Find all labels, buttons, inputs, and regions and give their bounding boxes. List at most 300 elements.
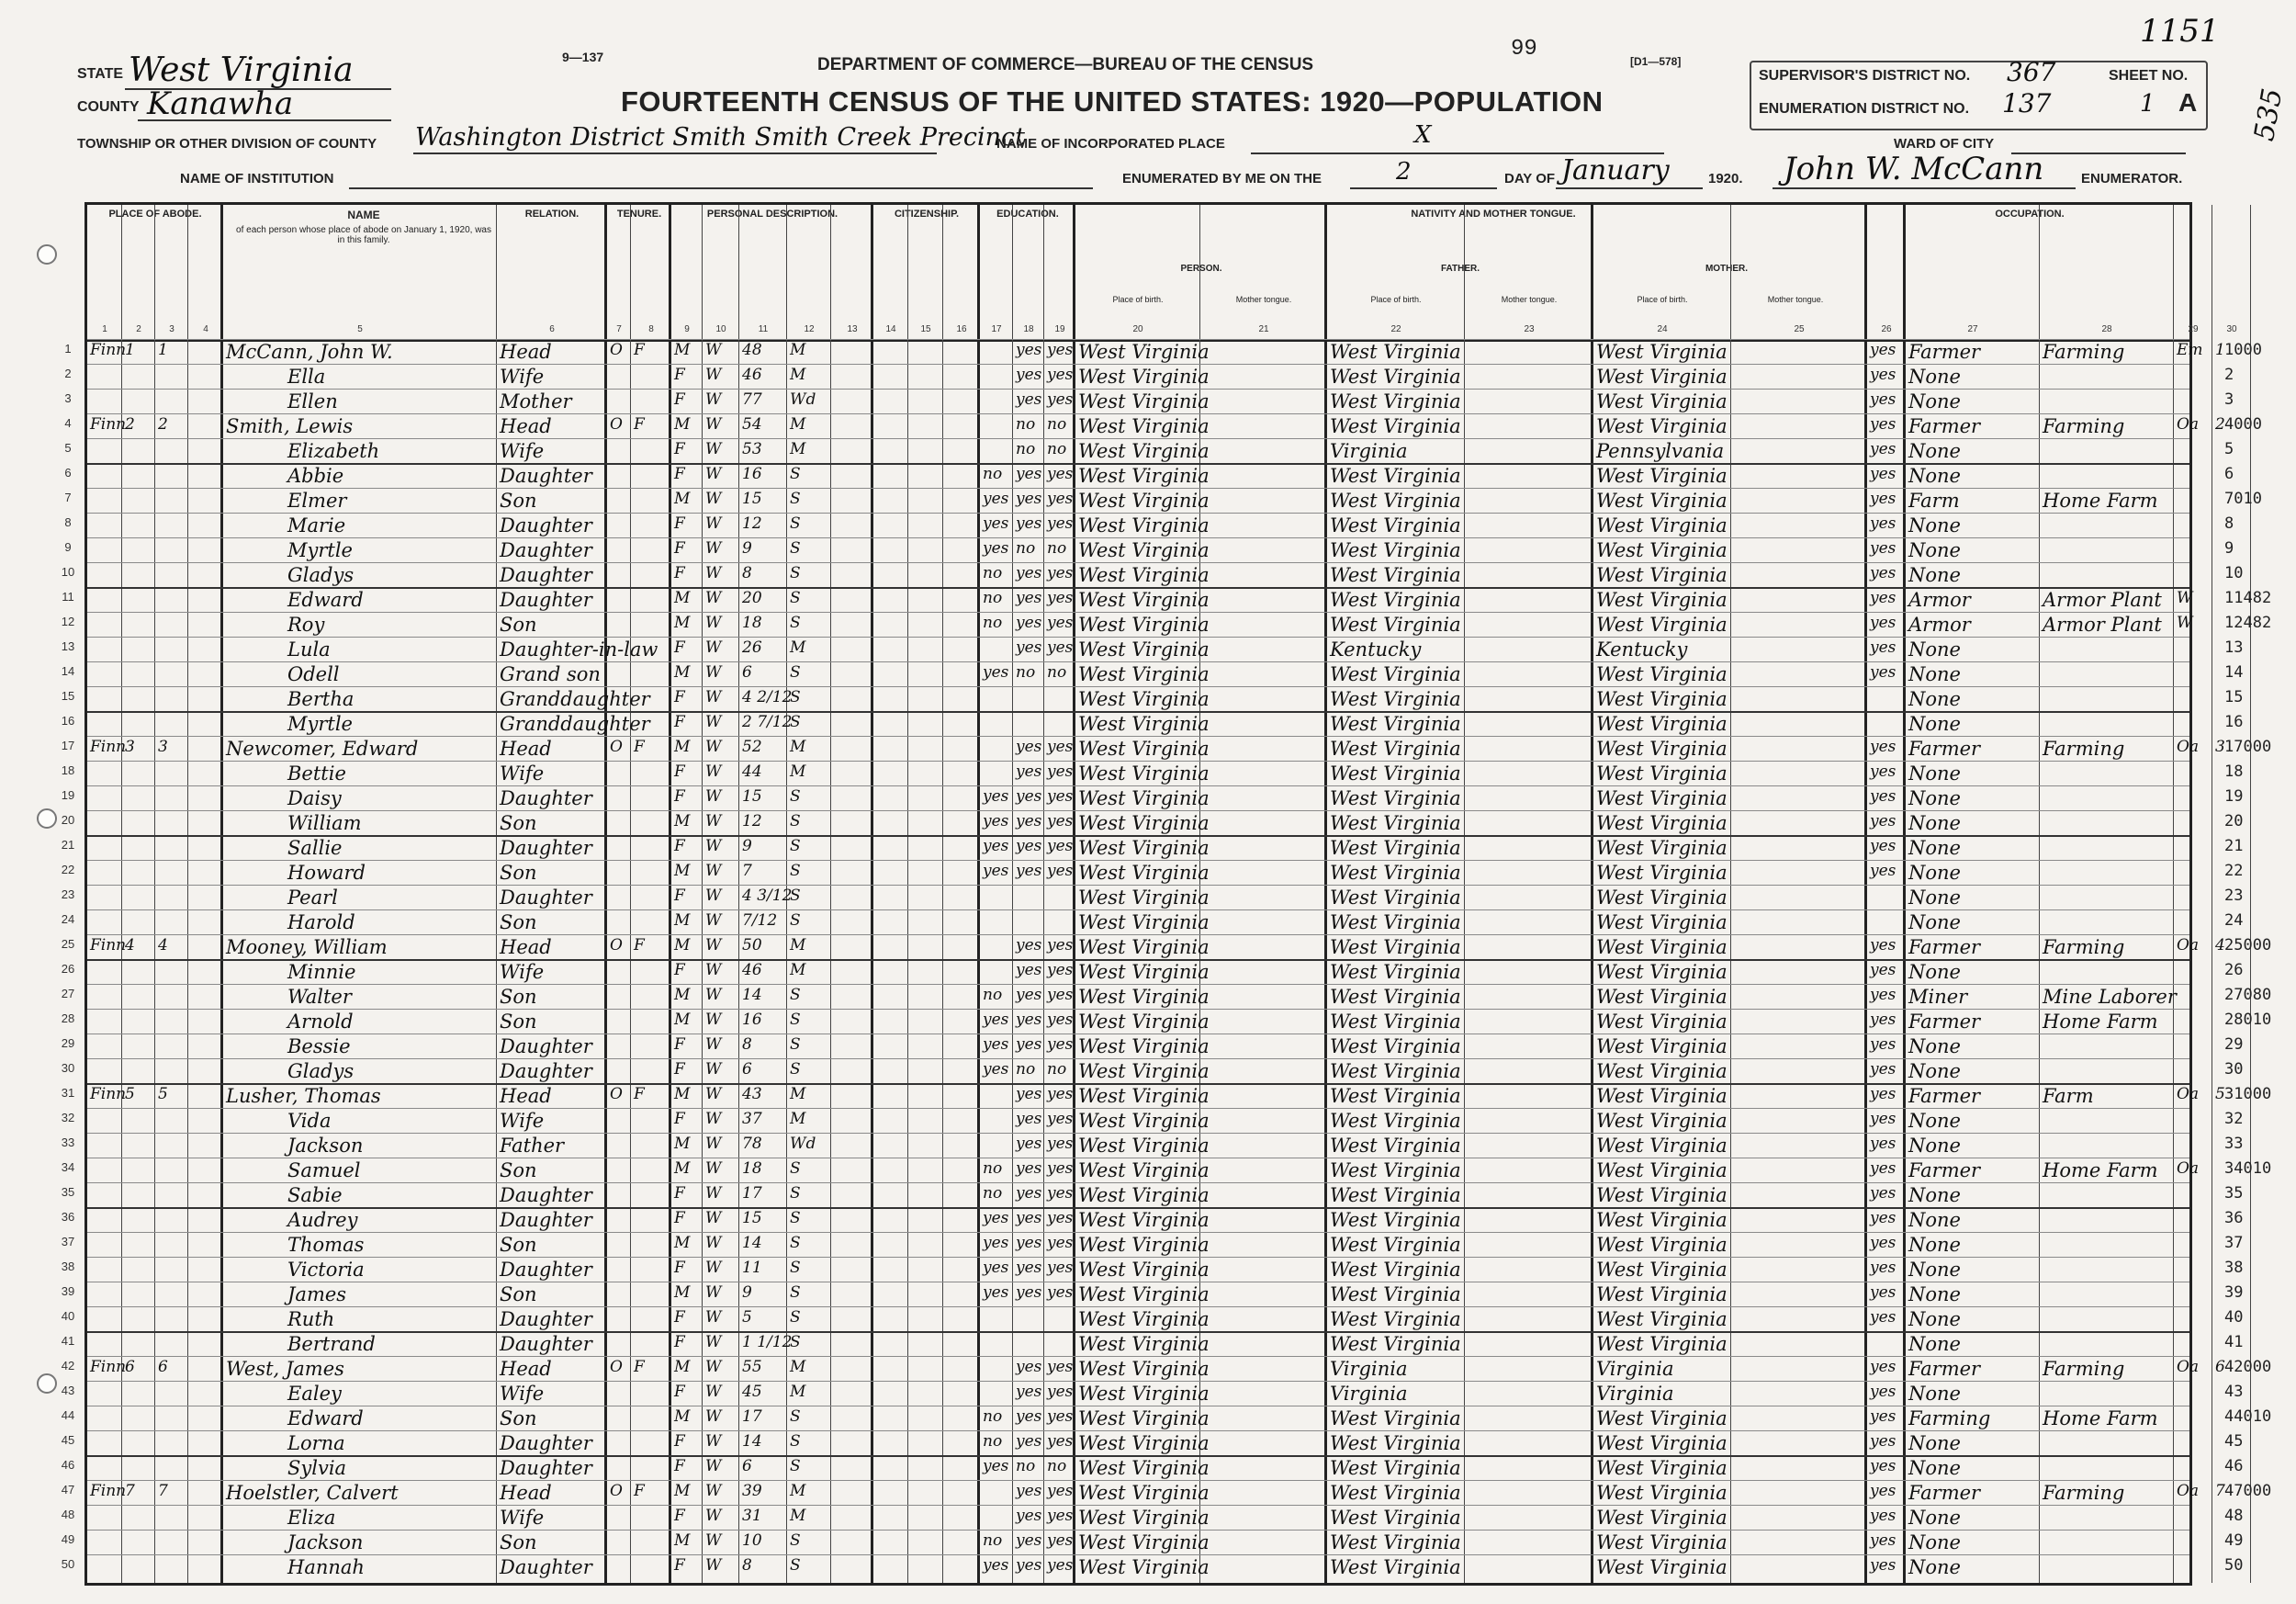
row-number-left: 41 — [61, 1334, 75, 1348]
cell-ms: M — [790, 366, 806, 384]
cell-eng: yes — [1870, 961, 1896, 979]
row-number-right: 32 — [2224, 1110, 2244, 1128]
row-number-right: 11482 — [2224, 589, 2272, 607]
cell-wr: yes — [1047, 1482, 1074, 1500]
row-number-right: 43 — [2224, 1383, 2244, 1401]
cell-trade: None — [1908, 713, 1961, 735]
cell-age: 7 — [742, 862, 752, 880]
cell-ms: S — [790, 589, 801, 607]
cell-race: W — [705, 837, 722, 855]
column-divider — [1013, 205, 1044, 1583]
cell-ind: Farming — [2043, 341, 2125, 363]
cell-sex: M — [674, 1234, 691, 1252]
cell-rd: yes — [1016, 564, 1042, 582]
cell-sex: F — [674, 514, 685, 533]
cell-mpob: West Virginia — [1596, 564, 1728, 586]
cell-race: W — [705, 490, 722, 508]
cell-rel: Granddaughter — [500, 713, 650, 735]
row-number-left: 4 — [64, 416, 72, 430]
cell-age: 17 — [742, 1407, 762, 1426]
cell-sex: M — [674, 911, 691, 930]
group-tenure: TENURE. — [616, 209, 662, 220]
cell-trade: Farming — [1908, 1407, 1991, 1429]
row-number-left: 20 — [61, 813, 75, 827]
person-pob-label: Place of birth. — [1112, 295, 1164, 304]
cell-rd: yes — [1016, 1234, 1042, 1252]
cell-rel: Wife — [500, 762, 545, 785]
cell-age: 43 — [742, 1085, 762, 1103]
cell-fpob: West Virginia — [1330, 1333, 1461, 1355]
punch-hole — [37, 1373, 57, 1394]
cell-age: 55 — [742, 1358, 762, 1376]
cell-age: 11 — [742, 1259, 762, 1277]
mother-label: MOTHER. — [1705, 264, 1749, 274]
table-row — [87, 1009, 2189, 1010]
cell-sex: F — [674, 1556, 685, 1575]
cell-rel: Daughter — [500, 1209, 592, 1231]
cell-sch: yes — [983, 1259, 1009, 1277]
column-divider — [87, 205, 127, 1583]
cell-fr: F — [634, 1482, 645, 1500]
cell-ms: S — [790, 465, 801, 483]
cell-pob: West Virginia — [1078, 1432, 1210, 1454]
cell-farm: 7 — [2215, 1482, 2225, 1500]
row-number-right: 45 — [2224, 1432, 2244, 1451]
row-number-right: 40 — [2224, 1308, 2244, 1327]
cell-rd: yes — [1016, 366, 1042, 384]
cell-wr: yes — [1047, 1531, 1074, 1550]
cell-rel: Wife — [500, 1110, 545, 1132]
cell-rd: yes — [1016, 936, 1042, 954]
cell-st: Finn — [90, 415, 127, 434]
cell-pob: West Virginia — [1078, 1507, 1210, 1529]
cell-pob: West Virginia — [1078, 1184, 1210, 1206]
cell-sex: M — [674, 614, 691, 632]
cell-sex: M — [674, 589, 691, 607]
cell-fr: F — [634, 341, 645, 359]
cell-pob: West Virginia — [1078, 1531, 1210, 1553]
column-number: 18 — [1023, 324, 1034, 334]
cell-wr: yes — [1047, 490, 1074, 508]
table-row — [87, 885, 2189, 886]
cell-wr: yes — [1047, 762, 1074, 781]
cell-sch: yes — [983, 490, 1009, 508]
row-number-left: 40 — [61, 1309, 75, 1323]
cell-fpob: West Virginia — [1330, 341, 1461, 363]
cell-ms: M — [790, 961, 806, 979]
cell-name: Myrtle — [287, 713, 353, 735]
cell-ms: S — [790, 1407, 801, 1426]
column-number: 9 — [684, 324, 690, 334]
row-number-left: 22 — [61, 863, 75, 876]
row-number-left: 26 — [61, 962, 75, 976]
cell-age: 53 — [742, 440, 762, 458]
cell-rel: Head — [500, 936, 552, 958]
cell-ms: S — [790, 1432, 801, 1451]
cell-ms: M — [790, 936, 806, 954]
cell-mpob: West Virginia — [1596, 1308, 1728, 1330]
table-row — [87, 1108, 2189, 1109]
row-number-left: 46 — [61, 1458, 75, 1472]
cell-mpob: Virginia — [1596, 1358, 1674, 1380]
row-number-left: 50 — [61, 1557, 75, 1571]
cell-rel: Grand son — [500, 663, 601, 685]
cell-name: Eliza — [287, 1507, 336, 1529]
cell-mpob: West Virginia — [1596, 911, 1728, 933]
enumeration-value: 137 — [2002, 88, 2052, 119]
table-row — [87, 761, 2189, 762]
cell-wr: yes — [1047, 1407, 1074, 1426]
mother-pob-label: Place of birth. — [1637, 295, 1688, 304]
row-number-right: 29 — [2224, 1035, 2244, 1054]
row-number-right: 4000 — [2224, 415, 2262, 434]
cell-fpob: West Virginia — [1330, 465, 1461, 487]
township-label: TOWNSHIP OR OTHER DIVISION OF COUNTY — [77, 136, 377, 152]
cell-sex: F — [674, 1035, 685, 1054]
cell-rel: Son — [500, 812, 537, 834]
cell-pob: West Virginia — [1078, 1209, 1210, 1231]
cell-fr: F — [634, 1085, 645, 1103]
cell-wr: yes — [1047, 564, 1074, 582]
cell-ms: M — [790, 440, 806, 458]
cell-name: Smith, Lewis — [226, 415, 354, 437]
cell-fr: F — [634, 415, 645, 434]
cell-name: Marie — [287, 514, 346, 537]
row-number-right: 33 — [2224, 1135, 2244, 1153]
row-number-left: 16 — [61, 714, 75, 728]
cell-rel: Head — [500, 1085, 552, 1107]
cell-fpob: West Virginia — [1330, 1432, 1461, 1454]
enumerated-label: ENUMERATED BY ME ON THE — [1122, 171, 1322, 186]
cell-age: 15 — [742, 1209, 762, 1227]
cell-h: 5 — [125, 1085, 135, 1103]
cell-sch: yes — [983, 1283, 1009, 1302]
cell-name: Bertrand — [287, 1333, 376, 1355]
table-row — [87, 810, 2189, 811]
table-row — [87, 785, 2189, 786]
cell-fr: F — [634, 936, 645, 954]
cell-fpob: West Virginia — [1330, 663, 1461, 685]
cell-pob: West Virginia — [1078, 440, 1210, 462]
cell-name: Samuel — [287, 1159, 361, 1181]
table-row — [87, 934, 2189, 935]
cell-pob: West Virginia — [1078, 1283, 1210, 1305]
cell-fpob: West Virginia — [1330, 1407, 1461, 1429]
cell-eng: yes — [1870, 1432, 1896, 1451]
cell-pob: West Virginia — [1078, 1060, 1210, 1082]
cell-fpob: West Virginia — [1330, 1011, 1461, 1033]
cell-race: W — [705, 887, 722, 905]
table-row — [87, 1554, 2189, 1555]
cell-f: 5 — [158, 1085, 168, 1103]
table-row — [87, 1381, 2189, 1382]
cell-wr: yes — [1047, 1432, 1074, 1451]
cell-sex: F — [674, 688, 685, 706]
row-number-right: 34010 — [2224, 1159, 2272, 1178]
cell-race: W — [705, 1135, 722, 1153]
cell-rd: yes — [1016, 390, 1042, 409]
row-number-right: 3 — [2224, 390, 2234, 409]
column-divider — [1465, 205, 1593, 1583]
cell-eng: yes — [1870, 341, 1896, 359]
cell-h: 6 — [125, 1358, 135, 1376]
cell-pob: West Virginia — [1078, 589, 1210, 611]
cell-race: W — [705, 1011, 722, 1029]
cell-rel: Daughter — [500, 539, 592, 561]
cell-pob: West Virginia — [1078, 1259, 1210, 1281]
cell-rel: Son — [500, 911, 537, 933]
county-value: Kanawha — [147, 85, 294, 122]
cell-race: W — [705, 1308, 722, 1327]
row-number-right: 9 — [2224, 539, 2234, 558]
cell-sex: F — [674, 1507, 685, 1525]
cell-wr: yes — [1047, 1110, 1074, 1128]
column-number: 30 — [2226, 324, 2237, 334]
cell-h: 1 — [125, 341, 135, 359]
cell-name: Minnie — [287, 961, 356, 983]
cell-sex: M — [674, 341, 691, 359]
group-place-of-abode: PLACE OF ABODE. — [108, 209, 202, 220]
cell-sch: no — [983, 589, 1003, 607]
cell-race: W — [705, 440, 722, 458]
column-number: 2 — [136, 324, 141, 334]
cell-age: 18 — [742, 1159, 762, 1178]
row-number-right: 19 — [2224, 787, 2244, 806]
row-number-right: 28010 — [2224, 1011, 2272, 1029]
cell-trade: None — [1908, 1035, 1961, 1057]
cell-trade: None — [1908, 1457, 1961, 1479]
cell-sex: F — [674, 366, 685, 384]
column-number: 16 — [956, 324, 967, 334]
cell-rd: yes — [1016, 1085, 1042, 1103]
cell-name: Bessie — [287, 1035, 351, 1057]
cell-mpob: West Virginia — [1596, 1011, 1728, 1033]
cell-name: Jackson — [287, 1531, 364, 1553]
cell-mpob: West Virginia — [1596, 1085, 1728, 1107]
cell-mpob: West Virginia — [1596, 1110, 1728, 1132]
column-number: 21 — [1258, 324, 1269, 334]
group-education: EDUCATION. — [996, 209, 1059, 220]
cell-name: Ella — [287, 366, 326, 388]
table-row — [87, 413, 2189, 414]
cell-mpob: West Virginia — [1596, 1135, 1728, 1157]
cell-race: W — [705, 341, 722, 359]
cell-farm: 5 — [2215, 1085, 2225, 1103]
cell-mpob: West Virginia — [1596, 762, 1728, 785]
cell-age: 46 — [742, 366, 762, 384]
row-number-right: 21 — [2224, 837, 2244, 855]
cell-sch: yes — [983, 539, 1009, 558]
cell-sch: yes — [983, 663, 1009, 682]
cell-emp: Oa — [2177, 1159, 2200, 1178]
cell-age: 9 — [742, 1283, 752, 1302]
cell-sex: F — [674, 465, 685, 483]
cell-trade: Farm — [1908, 490, 1960, 512]
incorporated-value: X — [1414, 121, 1432, 149]
column-divider — [1867, 205, 1906, 1583]
cell-eng: yes — [1870, 1159, 1896, 1178]
cell-age: 8 — [742, 1035, 752, 1054]
cell-eng: yes — [1870, 1011, 1896, 1029]
cell-trade: None — [1908, 787, 1961, 809]
cell-name: Hannah — [287, 1556, 365, 1578]
cell-fpob: West Virginia — [1330, 837, 1461, 859]
cell-sex: F — [674, 787, 685, 806]
cell-age: 44 — [742, 762, 762, 781]
cell-eng: yes — [1870, 1085, 1896, 1103]
row-number-left: 5 — [64, 441, 72, 455]
cell-wr: yes — [1047, 1283, 1074, 1302]
row-number-left: 13 — [61, 639, 75, 653]
cell-wr: yes — [1047, 812, 1074, 830]
row-number-left: 32 — [61, 1111, 75, 1124]
cell-age: 17 — [742, 1184, 762, 1203]
cell-mpob: West Virginia — [1596, 514, 1728, 537]
row-number-left: 9 — [64, 540, 72, 554]
cell-ms: S — [790, 1060, 801, 1079]
cell-sch: yes — [983, 812, 1009, 830]
row-number-left: 19 — [61, 788, 75, 802]
row-number-right: 31000 — [2224, 1085, 2272, 1103]
cell-wr: yes — [1047, 787, 1074, 806]
cell-wr: yes — [1047, 1011, 1074, 1029]
cell-age: 8 — [742, 1556, 752, 1575]
cell-race: W — [705, 614, 722, 632]
cell-own: O — [610, 341, 623, 359]
cell-trade: None — [1908, 663, 1961, 685]
cell-fpob: West Virginia — [1330, 688, 1461, 710]
state-value: West Virginia — [129, 51, 354, 89]
cell-wr: yes — [1047, 1556, 1074, 1575]
cell-sex: M — [674, 1358, 691, 1376]
cell-age: 6 — [742, 1060, 752, 1079]
row-number-left: 14 — [61, 664, 75, 678]
cell-race: W — [705, 1531, 722, 1550]
cell-race: W — [705, 911, 722, 930]
cell-name: Bettie — [287, 762, 346, 785]
row-number-right: 41 — [2224, 1333, 2244, 1351]
name-note: of each person whose place of abode on January 1, 1920, was in this family. — [236, 225, 491, 245]
cell-age: 77 — [742, 390, 762, 409]
cell-pob: West Virginia — [1078, 713, 1210, 735]
cell-ind: Mine Laborer — [2043, 986, 2177, 1008]
column-divider — [122, 205, 155, 1583]
cell-eng: yes — [1870, 1507, 1896, 1525]
cell-name: Elmer — [287, 490, 347, 512]
cell-sch: yes — [983, 1035, 1009, 1054]
row-number-left: 27 — [61, 987, 75, 1000]
margin-number: 535 — [2248, 85, 2290, 144]
cell-rd: yes — [1016, 961, 1042, 979]
cell-name: William — [287, 812, 362, 834]
cell-mpob: West Virginia — [1596, 1234, 1728, 1256]
row-number-left: 48 — [61, 1508, 75, 1521]
cell-race: W — [705, 366, 722, 384]
person-tongue-label: Mother tongue. — [1235, 295, 1292, 304]
cell-name: Hoelstler, Calvert — [226, 1482, 399, 1504]
cell-trade: None — [1908, 1556, 1961, 1578]
table-row — [87, 1530, 2189, 1531]
cell-pob: West Virginia — [1078, 539, 1210, 561]
cell-age: 54 — [742, 415, 762, 434]
cell-ms: S — [790, 787, 801, 806]
cell-age: 39 — [742, 1482, 762, 1500]
row-number-right: 39 — [2224, 1283, 2244, 1302]
cell-rel: Son — [500, 1531, 537, 1553]
row-number-left: 35 — [61, 1185, 75, 1199]
cell-rd: no — [1016, 1060, 1036, 1079]
row-number-left: 3 — [64, 391, 72, 405]
cell-rel: Son — [500, 862, 537, 884]
cell-wr: yes — [1047, 589, 1074, 607]
cell-name: Thomas — [287, 1234, 365, 1256]
cell-race: W — [705, 862, 722, 880]
row-number-left: 23 — [61, 887, 75, 901]
cell-age: 15 — [742, 787, 762, 806]
cell-mpob: Virginia — [1596, 1383, 1674, 1405]
cell-name: Lorna — [287, 1432, 345, 1454]
row-number-left: 1 — [64, 342, 72, 356]
group-occupation: OCCUPATION. — [1995, 209, 2065, 220]
cell-race: W — [705, 1457, 722, 1475]
cell-rd: yes — [1016, 837, 1042, 855]
cell-ms: Wd — [790, 1135, 816, 1153]
cell-mpob: West Virginia — [1596, 1184, 1728, 1206]
cell-rel: Son — [500, 1159, 537, 1181]
cell-rd: yes — [1016, 341, 1042, 359]
cell-farm: 1 — [2215, 341, 2225, 359]
cell-race: W — [705, 1184, 722, 1203]
cell-ms: S — [790, 514, 801, 533]
cell-h: 2 — [125, 415, 135, 434]
cell-ms: M — [790, 1085, 806, 1103]
row-number-left: 11 — [62, 590, 74, 604]
row-number-right: 12482 — [2224, 614, 2272, 632]
column-number: 15 — [920, 324, 931, 334]
table-row — [87, 612, 2189, 613]
cell-eng: yes — [1870, 1531, 1896, 1550]
cell-wr: no — [1047, 415, 1067, 434]
cell-wr: yes — [1047, 638, 1074, 657]
cell-wr: yes — [1047, 961, 1074, 979]
cell-ms: M — [790, 762, 806, 781]
cell-rel: Head — [500, 1358, 552, 1380]
cell-fpob: West Virginia — [1330, 1159, 1461, 1181]
cell-sch: yes — [983, 862, 1009, 880]
cell-fpob: West Virginia — [1330, 539, 1461, 561]
cell-rel: Son — [500, 1234, 537, 1256]
cell-pob: West Virginia — [1078, 614, 1210, 636]
table-row — [87, 1306, 2189, 1307]
cell-farm: 6 — [2215, 1358, 2225, 1376]
stamp-page-number: 99 — [1511, 37, 1537, 62]
cell-rd: yes — [1016, 1184, 1042, 1203]
enumeration-label: ENUMERATION DISTRICT NO. — [1759, 101, 1970, 117]
row-number-left: 44 — [61, 1408, 75, 1422]
cell-mpob: West Virginia — [1596, 366, 1728, 388]
cell-rd: yes — [1016, 1507, 1042, 1525]
county-label: COUNTY — [77, 99, 140, 115]
cell-mpob: West Virginia — [1596, 688, 1728, 710]
cell-mpob: West Virginia — [1596, 1035, 1728, 1057]
table-row — [87, 339, 2189, 340]
cell-wr: yes — [1047, 1135, 1074, 1153]
cell-rel: Head — [500, 341, 552, 363]
cell-age: 6 — [742, 1457, 752, 1475]
cell-sex: F — [674, 713, 685, 731]
cell-eng: yes — [1870, 1234, 1896, 1252]
cell-fpob: West Virginia — [1330, 415, 1461, 437]
